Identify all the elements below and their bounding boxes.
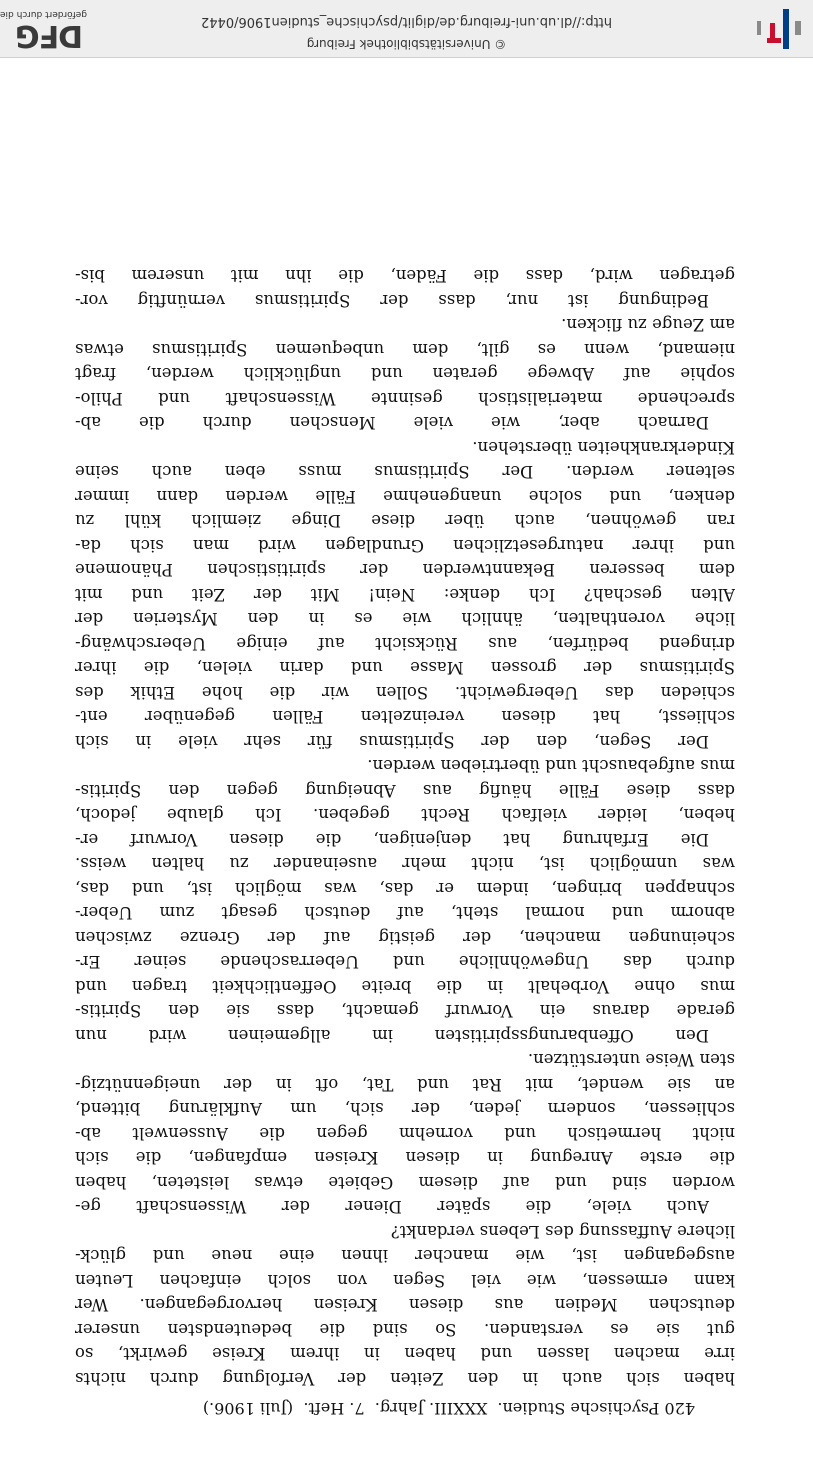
- text-line: Der Segen, den der Spiritismus für sehr viele in sich: [75, 732, 709, 751]
- text-line: schieden das Uebergewicht. Sollen wir die hohe Ethik des: [75, 683, 735, 702]
- text-line: schliesst, hat diesen vereinzelten Fällen gegenüber ent-: [75, 707, 735, 727]
- text-line: Spiritismus der grossen Masse und darin vielen, die ihrer: [75, 658, 735, 678]
- text-line: Auch viele, die später Diener der Wissenschaft ge-: [75, 1197, 709, 1217]
- text-line: die erste Anregung in diesen Kreisen empfangen, die sich: [75, 1148, 735, 1168]
- text-line: Die Erfahrung hat denjenigen, die diesen Vorwurf er-: [75, 830, 709, 849]
- dfg-logo-text: DFG: [15, 18, 83, 53]
- text-line: Kinderkrankheiten überstehen.: [472, 438, 735, 457]
- text-line: irre machen lassen und haben in ihrem Kreise gewirkt, so: [75, 1344, 735, 1364]
- text-line: Alten geschah? Ich denke: Nein! Mit der Zeit und mit: [75, 585, 735, 604]
- text-line: was unmöglich ist, nicht mehr auseinander zu halten weiss.: [75, 854, 735, 874]
- text-line: ausgegangen ist, wie mancher ihnen eine neue und glück-: [75, 1246, 735, 1266]
- text-line: Den Offenbarungsspiritisten im allgemeinen wird nun: [75, 1026, 709, 1045]
- footer-copyright: © Universitätsbibliothek Freiburg: [306, 37, 507, 51]
- text-line: ran gewöhnen, auch über diese Dinge ziemlich kühl zu: [75, 511, 735, 531]
- text-line: liche vorenthalten, ähnlich wie es in den Mysterien der: [75, 609, 735, 629]
- text-line: sten Weise unterstützen.: [527, 1050, 735, 1070]
- text-line: nicht hermetisch und vornehm gegen die Aussenwelt ab-: [75, 1124, 735, 1143]
- text-line: dass diese Fälle häufig aus Abneigung gegen den Spiritis-: [75, 781, 735, 800]
- dfg-logo-subtext: gefördert durch die: [0, 9, 87, 19]
- text-line: dem besseren Bekanntwerden der spiritistischen Phänomene: [75, 560, 735, 580]
- text-line: haben sich auch in den Zeiten der Verfolgung durch nichts: [75, 1369, 735, 1388]
- text-line: scheinungen manchen, der geistig auf der Grenze zwischen: [75, 928, 735, 947]
- page-number: 420: [664, 1399, 695, 1418]
- text-line: deutschen Medien aus diesen Kreisen hervorgegangen. Wer: [75, 1295, 735, 1315]
- text-line: schnappen bringen, indem er das, was möglich ist, und das,: [75, 879, 735, 898]
- text-line: heben, leider vielfach Recht gegeben. Ich glaube jedoch,: [75, 805, 735, 825]
- text-line: mus ohne Vorbehalt in die breite Oeffentlichkeit tragen und: [75, 977, 735, 996]
- text-line: gerade daraus ein Vorwurf gemacht, dass sie den Spiritis-: [75, 1001, 735, 1021]
- running-header: [203, 1399, 695, 1418]
- text-line: an sie wendet, mit Rat und Tat, oft in der uneigennützig-: [75, 1075, 735, 1094]
- text-line: sprechende materialistisch gesinnte Wissenschaft und Philo-: [75, 389, 735, 408]
- text-line: durch das Ungewöhnliche und Ueberraschende seiner Er-: [75, 952, 735, 972]
- text-line: abnorm und normal steht, auf deutsch gesagt zum Ueber-: [75, 903, 735, 923]
- text-line: mus aufgebauscht und übertrieben werden.: [367, 756, 735, 776]
- footer-url-link[interactable]: http://dl.ub.uni-freiburg.de/diglit/psychische_studien1906/0442: [200, 14, 613, 29]
- text-line: sophie auf Abwege geraten und unglücklich werden, fragt: [75, 364, 735, 384]
- text-line: schliessen, sondern jeden, der sich, um Aufklärung bittend,: [75, 1099, 735, 1119]
- running-title: Psychische Studien. XXXIII. Jahrg. 7. Heft. (Juli 1906.): [202, 1399, 660, 1418]
- text-line: gut sie es verstanden. So sind die bedeutendsten unserer: [75, 1320, 735, 1339]
- text-line: worden sind und auf diesem Gebiete etwas leisteten, haben: [75, 1173, 735, 1192]
- text-line: getragen wird, dass die Fäden, die ihn mit unserem bis-: [75, 266, 735, 286]
- text-line: am Zeuge zu flicken.: [561, 315, 735, 335]
- text-line: und ihrer naturgesetzlichen Grundlagen wird man sich da-: [75, 536, 735, 555]
- text-line: Darnach aber, wie viele Menschen durch die ab-: [75, 413, 709, 433]
- text-line: niemand, wenn es gilt, dem unbequemen Spiritismus etwas: [75, 340, 735, 359]
- dfg-logo-icon: [0, 5, 91, 53]
- library-footer-bar: [0, 0, 813, 58]
- text-line: denken, und solche unangenehme Fälle werden dann immer: [75, 487, 735, 506]
- text-line: dringend bedürfen, aus Rücksicht auf einige Ueberschwäng-: [75, 634, 735, 653]
- text-line: seltener werden. Der Spiritismus muss eben auch seine: [75, 462, 735, 482]
- text-line: lichere Auffassung des Lebens verdankt?: [390, 1222, 735, 1241]
- body-text: [75, 263, 735, 1390]
- text-line: Bedingung ist nur, dass der Spiritismus vernünftig vor-: [75, 291, 709, 310]
- text-line: kann ermessen, wie viel Segen von solch einfachen Leuten: [75, 1271, 735, 1290]
